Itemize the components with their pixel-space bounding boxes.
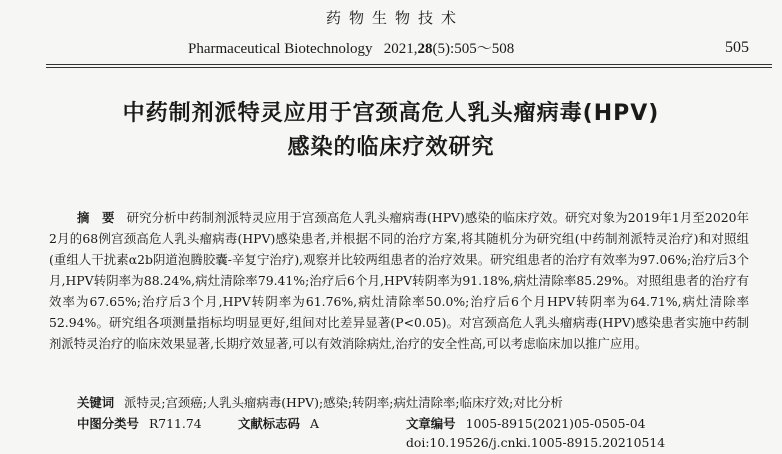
doi[interactable]: doi:10.19526/j.cnki.1005-8915.20210514 [406, 435, 666, 450]
article-title [60, 97, 722, 165]
document-code-label: 文献标志码 [238, 416, 300, 431]
header-rule [46, 64, 772, 65]
journal-citation [188, 37, 514, 58]
keywords-value: 派特灵;宫颈癌;人乳头瘤病毒(HPV);感染;转阴率;病灶清除率;临床疗效;对比分析 [124, 395, 563, 410]
article-title-line2: 感染的临床疗效研究 [287, 135, 495, 160]
header-rule-thin [46, 67, 772, 68]
journal-issue-pages: (5):505～508 [432, 41, 515, 57]
document-code [238, 414, 319, 432]
article-title-line1: 中药制剂派特灵应用于宫颈高危人乳头瘤病毒(HPV) [122, 101, 660, 126]
journal-volume: 28 [417, 41, 433, 57]
article-number-label: 文章编号 [406, 416, 456, 431]
journal-header [0, 0, 782, 74]
article-number [406, 414, 645, 432]
page-number: 505 [725, 39, 749, 56]
journal-name-en: Pharmaceutical Biotechnology [188, 41, 373, 57]
document-code-value: A [309, 416, 319, 431]
abstract [49, 207, 749, 354]
journal-year: 2021, [383, 41, 418, 57]
abstract-text: 研究分析中药制剂派特灵应用于宫颈高危人乳头瘤病毒(HPV)感染的临床疗效。研究对象为2019年1月至2020年2月的68例宫颈高危人乳头瘤病毒(HPV)感染患者,并根据不同的治疗方案,将其随机分为研究组(中药制剂派特灵治疗)和对照组(重组人干扰素α2b阴道泡腾胶囊-辛复宁治疗),观察并比较两组患者的治疗效果。研究组患者的治疗有效率为97.06%;治疗后3个月,HPV转阴率为88.24%,病灶清除率79.41%;治疗后6个月,HPV转阴率为91.18%,病灶清除率85.29%。对照组患者的治疗有效率为67.65%;治疗后3个月,HPV转阴率为61.76%,病灶清除率50.0%;治疗后6个月HPV转阴率为64.71%,病灶清除率52.94%。研究组各项测量指标均明显更好,组间对比差异显著(P<0.05)。对宫颈高危人乳头瘤病毒(HPV)感染患者实施中药制剂派特灵治疗的临床效果显著,长期疗效显著,可以有效消除病灶,治疗的安全性高,可以考虑临床加以推广应用。 [49, 210, 749, 351]
journal-name-cn: 药物生物技术 [325, 9, 464, 27]
classification-number [77, 414, 202, 432]
classification-value: R711.74 [148, 416, 202, 431]
abstract-label: 摘 要 [77, 210, 115, 225]
article-number-value: 1005-8915(2021)05-0505-04 [465, 416, 646, 431]
keywords-label: 关键词 [77, 395, 115, 410]
keywords [77, 393, 563, 411]
classification-label: 中图分类号 [77, 416, 139, 431]
